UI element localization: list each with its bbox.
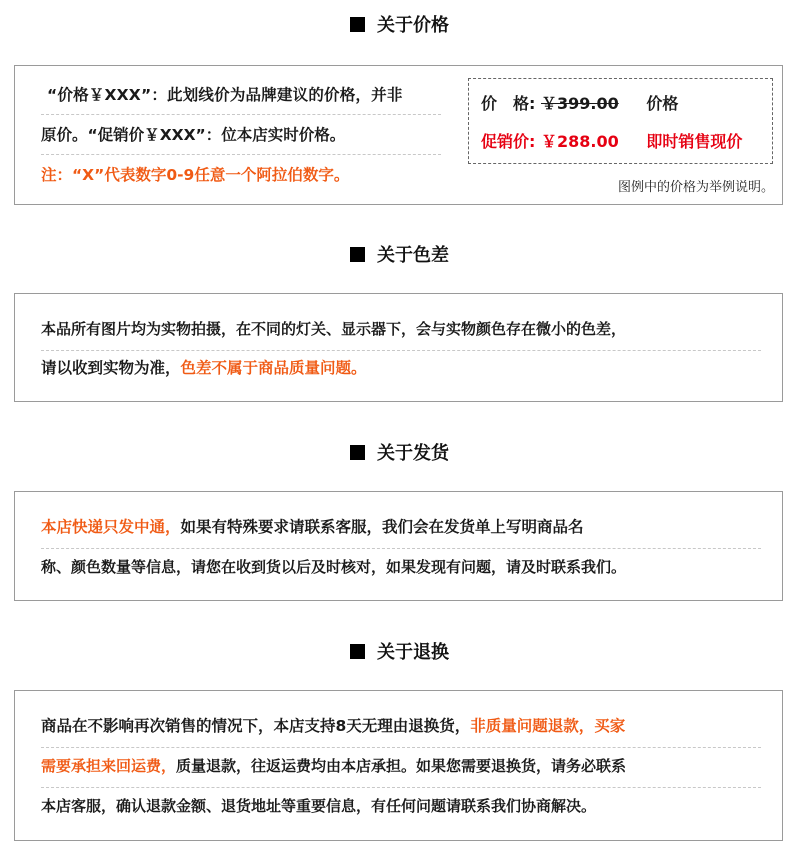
returns-line-2-highlight: 需要承担来回运费， [41,757,177,775]
returns-line-3: 本店客服，确认退款金额、退货地址等重要信息，有任何问题请联系我们协商解决。 [41,797,597,815]
square-bullet-icon [350,247,365,262]
shipping-line-2: 称、颜色数量等信息，请您在收到货以后及时核对，如果发现有问题，请及时联系我们。 [41,558,627,576]
divider [41,154,441,155]
legend-note: 图例中的价格为举例说明。 [617,180,774,195]
shipping-box [14,491,783,601]
returns-line-2-plain: 质量退款，往返运费均由本店承担。如果您需要退换货，请务必联系 [176,757,627,775]
color-section-title [0,239,799,269]
legend-promo-label: 促销价: [481,132,536,151]
price-title-text: 关于价格 [377,15,449,36]
color-box [14,293,783,402]
legend-price-value: ￥399.00 [540,94,619,113]
divider [41,787,761,788]
square-bullet-icon [350,644,365,659]
legend-promo-suffix: 即时销售现价 [646,132,743,151]
price-legend-box [468,78,773,164]
legend-promo-row [481,129,742,152]
shipping-line-1-plain: 如果有特殊要求请联系客服，我们会在发货单上写明商品名 [180,518,584,536]
square-bullet-icon [350,17,365,32]
shipping-line-1 [41,516,584,538]
legend-promo-value: ￥288.00 [540,132,619,151]
returns-line-1 [41,715,625,737]
color-line-2-highlight: 色差不属于商品质量问题。 [180,359,367,377]
returns-title-text: 关于退换 [377,642,449,663]
divider [41,350,761,351]
shipping-title-text: 关于发货 [377,443,449,464]
returns-box [14,690,783,841]
returns-line-1-plain: 商品在不影响再次销售的情况下，本店支持8天无理由退换货， [41,717,471,735]
legend-price-label: 价 格: [481,94,536,113]
color-line-1: 本品所有图片均为实物拍摄，在不同的灯关、显示器下，会与实物颜色存在微小的色差， [41,320,627,338]
legend-price-suffix: 价格 [646,94,679,113]
divider [41,114,441,115]
returns-line-1-highlight: 非质量问题退款，买家 [470,717,626,735]
price-note-line: 注：“X”代表数字0-9任意一个阿拉伯数字。 [41,166,350,184]
color-title-text: 关于色差 [377,245,449,266]
divider [41,747,761,748]
color-line-2-plain: 请以收到实物为准， [41,359,181,377]
square-bullet-icon [350,445,365,460]
shipping-line-1-highlight: 本店快递只发中通， [41,518,181,536]
returns-section-title [0,636,799,666]
price-line-2: 原价。“促销价￥XXX”：位本店实时价格。 [41,126,346,144]
price-section-title [0,9,799,39]
color-line-2 [41,357,367,379]
price-line-1: “价格￥XXX”：此划线价为品牌建议的价格，并非 [47,86,403,104]
divider [41,548,761,549]
shipping-section-title [0,437,799,467]
price-box [14,65,783,205]
legend-price-row [481,91,678,114]
returns-line-2 [41,755,626,777]
